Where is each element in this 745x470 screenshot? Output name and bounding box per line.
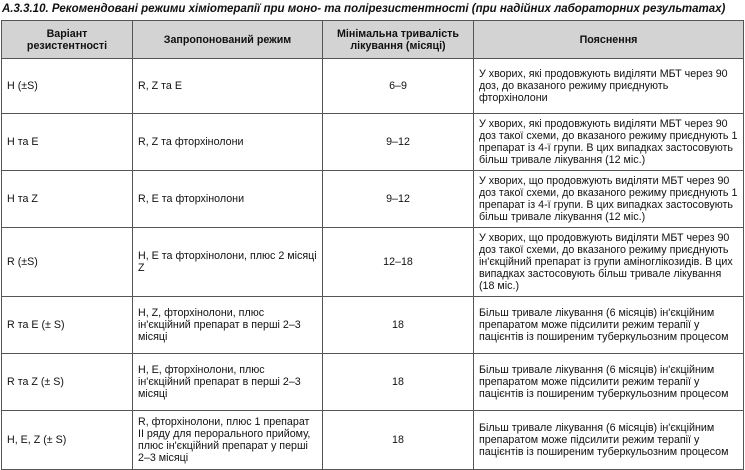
- cell-regimen: H, E та фторхінолони, плюс 2 місяці Z: [133, 228, 323, 297]
- cell-notes: У хворих, що продовжують виділяти МБТ через 90 доз такої схеми, до вказаного режиму приєднують 1 препарат із 4-ї групи. В цих випадках застосовують більш тривале лікування (12 міс.): [474, 171, 744, 228]
- cell-duration: 9–12: [323, 171, 474, 228]
- cell-regimen: R, Z та фторхінолони: [133, 114, 323, 171]
- table-row: [2, 297, 744, 354]
- cell-duration: 18: [323, 354, 474, 411]
- cell-duration: 6–9: [323, 59, 474, 114]
- table-row: [2, 59, 744, 114]
- cell-duration: 18: [323, 411, 474, 470]
- cell-duration: 18: [323, 297, 474, 354]
- cell-notes: У хворих, які продовжують виділяти МБТ через 90 доз, до вказаного режиму приєднують фторхінолони: [474, 59, 744, 114]
- cell-variant: H та E: [2, 114, 133, 171]
- table-row: [2, 228, 744, 297]
- cell-duration: 12–18: [323, 228, 474, 297]
- cell-variant: R (±S): [2, 228, 133, 297]
- table-caption: А.3.3.10. Рекомендовані режими хіміотерапії при моно- та полірезистентності (при надійних лабораторних результатах): [2, 3, 726, 15]
- table-row: [2, 354, 744, 411]
- header-variant: Варіант резистентності: [2, 21, 133, 59]
- header-duration: Мінімальна тривалість лікування (місяці): [323, 21, 474, 59]
- cell-notes: У хворих, що продовжують виділяти МБТ через 90 доз такої схеми, до вказаного режиму приєднують ін'єкційний препарат із групи аміноглікозидів. В цих випадках застосовують більш тривале лікування (18 міс.): [474, 228, 744, 297]
- table-row: [2, 114, 744, 171]
- cell-notes: Більш тривале лікування (6 місяців) ін'єкційним препаратом може підсилити режим терапії у пацієнтів із поширеним туберкульозним процесом: [474, 354, 744, 411]
- cell-regimen: R, Z та E: [133, 59, 323, 114]
- cell-variant: R та E (± S): [2, 297, 133, 354]
- cell-variant: H (±S): [2, 59, 133, 114]
- cell-variant: H та Z: [2, 171, 133, 228]
- cell-regimen: R, E та фторхінолони: [133, 171, 323, 228]
- regimens-table: [1, 20, 744, 470]
- cell-notes: Більш тривале лікування (6 місяців) ін'єкційним препаратом може підсилити режим терапії у пацієнтів із поширеним туберкульозним процесом: [474, 297, 744, 354]
- table-row: [2, 171, 744, 228]
- cell-regimen: R, фторхінолони, плюс 1 препарат II ряду для перорального прийому, плюс ін'єкційний препарат у перші 2–3 місяці: [133, 411, 323, 470]
- cell-variant: R та Z (± S): [2, 354, 133, 411]
- header-notes: Пояснення: [474, 21, 744, 59]
- table-row: [2, 411, 744, 470]
- cell-variant: H, E, Z (± S): [2, 411, 133, 470]
- cell-notes: Більш тривале лікування (6 місяців) ін'єкційним препаратом може підсилити режим терапії у пацієнтів із поширеним туберкульозним процесом: [474, 411, 744, 470]
- cell-regimen: H, E, фторхінолони, плюс ін'єкційний препарат в перші 2–3 місяці: [133, 354, 323, 411]
- cell-regimen: H, Z, фторхінолони, плюс ін'єкційний препарат в перші 2–3 місяці: [133, 297, 323, 354]
- header-regimen: Запропонований режим: [133, 21, 323, 59]
- cell-notes: У хворих, які продовжують виділяти МБТ через 90 доз такої схеми, до вказаного режиму приєднують 1 препарат із 4-ї групи. В цих випадках застосовують більш тривале лікування (12 міс.): [474, 114, 744, 171]
- header-row: [2, 21, 744, 59]
- cell-duration: 9–12: [323, 114, 474, 171]
